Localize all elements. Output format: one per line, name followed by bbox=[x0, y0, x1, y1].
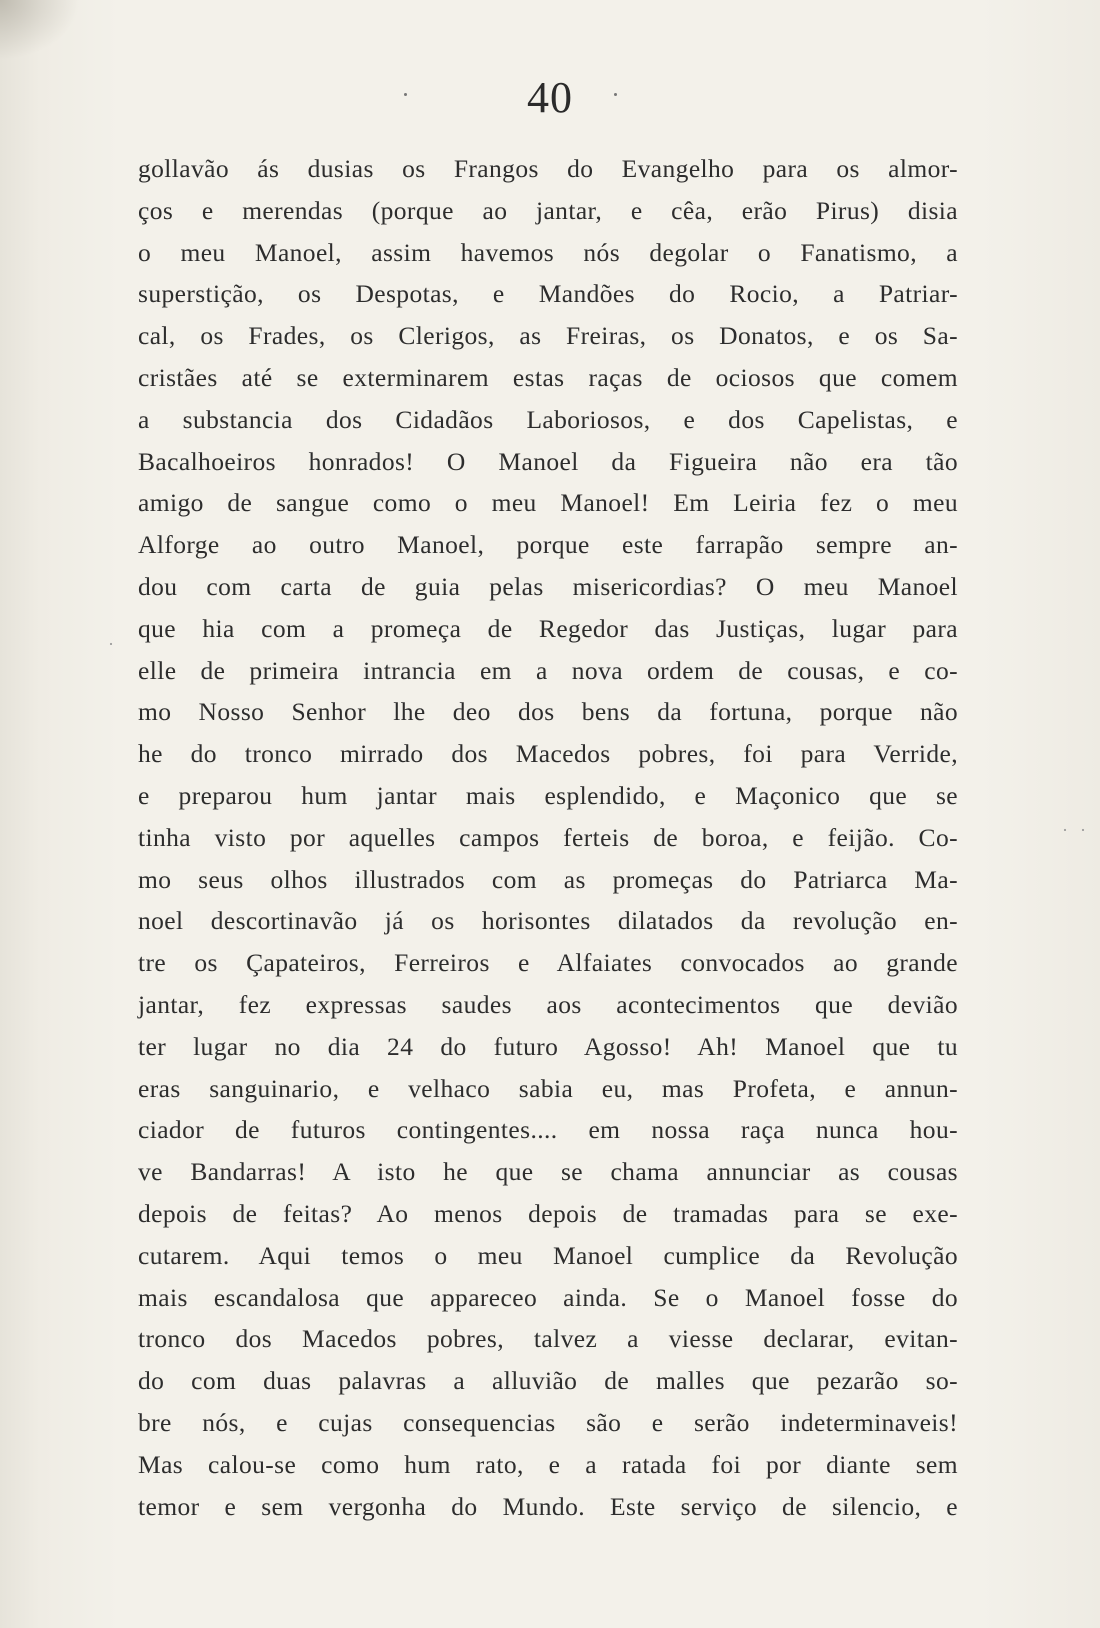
header-dot-left bbox=[404, 93, 407, 96]
text-line: superstição, os Despotas, e Mandões do Rocio, a Patriar- bbox=[138, 279, 958, 309]
text-line: cal, os Frades, os Clerigos, as Freiras, os Donatos, e os Sa- bbox=[138, 321, 958, 351]
text-line: o meu Manoel, assim havemos nós degolar o Fanatismo, a bbox=[138, 237, 958, 267]
text-line: ços e merendas (porque ao jantar, e cêa, erão Pirus) disia bbox=[138, 195, 958, 225]
text-line: depois de feitas? Ao menos depois de tramadas para se exe- bbox=[138, 1198, 958, 1228]
text-line: do com duas palavras a alluvião de malles que pezarão so- bbox=[138, 1366, 958, 1396]
page-corner-shadow bbox=[0, 0, 80, 60]
body-text bbox=[138, 148, 958, 1527]
text-line: mo seus olhos illustrados com as promeças do Patriarca Ma- bbox=[138, 864, 958, 894]
text-line: a substancia dos Cidadãos Laboriosos, e dos Capelistas, e bbox=[138, 404, 958, 434]
header-dot-right bbox=[614, 93, 617, 96]
text-line: tre os Çapateiros, Ferreiros e Alfaiates convocados ao grande bbox=[138, 948, 958, 978]
margin-speck: · bbox=[1080, 820, 1086, 840]
text-line: mo Nosso Senhor lhe deo dos bens da fortuna, porque não bbox=[138, 697, 958, 727]
text-line: jantar, fez expressas saudes aos acontecimentos que devião bbox=[138, 989, 958, 1019]
page-number: 40 bbox=[527, 73, 573, 122]
text-line: ciador de futuros contingentes.... em nossa raça nunca hou- bbox=[138, 1115, 958, 1145]
text-line: gollavão ás dusias os Frangos do Evangelho para os almor- bbox=[138, 154, 958, 183]
text-line: noel descortinavão já os horisontes dilatados da revolução en- bbox=[138, 906, 958, 936]
text-line: dou com carta de guia pelas misericordias? O meu Manoel bbox=[138, 571, 958, 601]
text-line: ter lugar no dia 24 do futuro Agosso! Ah! Manoel que tu bbox=[138, 1031, 958, 1061]
text-line: Bacalhoeiros honrados! O Manoel da Figueira não era tão bbox=[138, 446, 958, 476]
margin-speck: · bbox=[108, 634, 114, 654]
text-line: temor e sem vergonha do Mundo. Este serviço de silencio, e bbox=[138, 1491, 958, 1521]
margin-speck: · bbox=[1062, 820, 1068, 840]
text-line: he do tronco mirrado dos Macedos pobres, foi para Verride, bbox=[138, 739, 958, 769]
text-line: tronco dos Macedos pobres, talvez a viesse declarar, evitan- bbox=[138, 1324, 958, 1354]
text-line: ve Bandarras! A isto he que se chama annunciar as cousas bbox=[138, 1157, 958, 1187]
text-line: Mas calou-se como hum rato, e a ratada foi por diante sem bbox=[138, 1449, 958, 1479]
text-line: e preparou hum jantar mais esplendido, e Maçonico que se bbox=[138, 780, 958, 810]
text-line: que hia com a promeça de Regedor das Justiças, lugar para bbox=[138, 613, 958, 643]
text-line: amigo de sangue como o meu Manoel! Em Leiria fez o meu bbox=[138, 488, 958, 518]
text-line: bre nós, e cujas consequencias são e serão indeterminaveis! bbox=[138, 1407, 958, 1437]
text-line: eras sanguinario, e velhaco sabia eu, mas Profeta, e annun- bbox=[138, 1073, 958, 1103]
text-line: tinha visto por aquelles campos ferteis de boroa, e feijão. Co- bbox=[138, 822, 958, 852]
text-line: mais escandalosa que appareceo ainda. Se o Manoel fosse do bbox=[138, 1282, 958, 1312]
text-line: Alforge ao outro Manoel, porque este farrapão sempre an- bbox=[138, 530, 958, 560]
text-line: cristães até se exterminarem estas raças de ociosos que comem bbox=[138, 362, 958, 392]
text-line: cutarem. Aqui temos o meu Manoel cumplice da Revolução bbox=[138, 1240, 958, 1270]
text-line: elle de primeira intrancia em a nova ordem de cousas, e co- bbox=[138, 655, 958, 685]
